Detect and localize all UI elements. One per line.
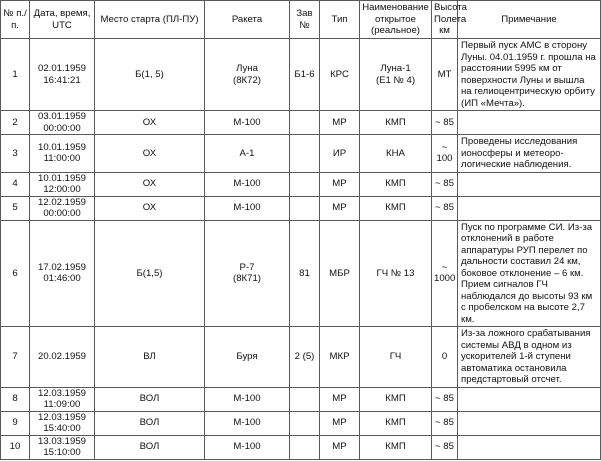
row-type: МР <box>332 202 347 214</box>
cell-site <box>95 220 205 327</box>
cell-note <box>458 39 601 111</box>
cell-rocket <box>205 435 290 459</box>
row-name: КМП <box>385 417 406 429</box>
cell-type <box>320 220 360 327</box>
cell-num <box>1 220 30 327</box>
row-num: 2 <box>12 116 18 128</box>
row-rocket-sub: (8К72) <box>233 74 261 86</box>
row-time: 11:00:00 <box>43 153 81 165</box>
cell-serial <box>290 135 320 173</box>
table-row <box>1 327 601 388</box>
cell-note <box>458 135 601 173</box>
cell-name <box>360 39 432 111</box>
row-height: ~ 85 <box>435 116 454 128</box>
cell-height <box>432 220 458 327</box>
header-height: Высота Полета км <box>432 1 458 39</box>
cell-type <box>320 196 360 220</box>
cell-num <box>1 387 30 411</box>
row-serial: 2 (5) <box>294 351 315 362</box>
cell-date <box>30 435 95 459</box>
header-rocket: Ракета <box>205 1 290 39</box>
header-note: Примечание <box>458 1 601 39</box>
cell-height <box>432 327 458 388</box>
cell-name <box>360 111 432 135</box>
table-row <box>1 220 601 327</box>
row-rocket: А-1 <box>239 147 255 159</box>
row-time: 15:10:00 <box>43 447 81 458</box>
cell-type <box>320 172 360 196</box>
row-site: ВОЛ <box>139 417 160 429</box>
row-time: 12:00:00 <box>43 184 81 195</box>
row-height: ~ 85 <box>435 178 454 190</box>
row-rocket: М-100 <box>233 441 261 453</box>
row-time: 00:00:00 <box>43 122 81 134</box>
row-height: МТ <box>437 68 452 80</box>
header-serial: Зав № <box>290 1 320 39</box>
row-rocket: М-100 <box>233 178 261 190</box>
cell-name <box>360 411 432 435</box>
cell-height <box>432 411 458 435</box>
cell-site <box>95 435 205 459</box>
cell-serial <box>290 220 320 327</box>
row-rocket: М-100 <box>233 417 261 429</box>
cell-site <box>95 387 205 411</box>
row-rocket: Р-7 <box>239 261 255 273</box>
row-num: 4 <box>12 178 18 190</box>
cell-date <box>30 135 95 173</box>
cell-rocket <box>205 196 290 220</box>
row-height: ~ 100 <box>436 141 453 165</box>
cell-name <box>360 196 432 220</box>
row-note: Из-за ложного срабатывания системы АВД в одном из ускорителей 1-й ступени автоматика остановила предстартовый отсчет. <box>461 328 591 385</box>
row-type: МР <box>332 417 347 429</box>
cell-name <box>360 327 432 388</box>
cell-date <box>30 39 95 111</box>
row-type: МР <box>332 178 347 190</box>
row-date: 17.02.1959 <box>37 261 86 273</box>
cell-serial <box>290 411 320 435</box>
cell-site <box>95 172 205 196</box>
row-type: МБР <box>329 267 350 279</box>
row-num: 3 <box>12 147 18 159</box>
cell-site <box>95 327 205 388</box>
row-height: 0 <box>441 351 448 362</box>
row-date: 10.01.1959 <box>37 172 86 184</box>
header-type: Тип <box>320 1 360 39</box>
cell-height <box>432 39 458 111</box>
row-site: ВОЛ <box>139 441 160 453</box>
row-num: 5 <box>12 202 18 214</box>
cell-height <box>432 387 458 411</box>
row-rocket: М-100 <box>233 202 261 214</box>
row-type: МР <box>332 441 347 453</box>
row-time: 00:00:00 <box>43 208 81 219</box>
cell-rocket <box>205 327 290 388</box>
row-num: 10 <box>9 441 21 453</box>
row-name: ГЧ № 13 <box>376 267 415 279</box>
cell-type <box>320 135 360 173</box>
table-row <box>1 387 601 411</box>
header-site: Место старта (ПЛ-ПУ) <box>95 1 205 39</box>
row-num: 7 <box>12 351 18 362</box>
cell-num <box>1 111 30 135</box>
cell-note <box>458 196 601 220</box>
row-height: ~ 85 <box>435 393 454 405</box>
cell-date <box>30 196 95 220</box>
header-date: Дата, время, UTC <box>30 1 95 39</box>
row-rocket: Луна <box>236 63 258 74</box>
cell-note <box>458 387 601 411</box>
cell-type <box>320 411 360 435</box>
cell-rocket <box>205 411 290 435</box>
cell-note <box>458 411 601 435</box>
row-type: КРС <box>330 68 349 80</box>
table-row <box>1 172 601 196</box>
cell-note <box>458 435 601 459</box>
cell-date <box>30 411 95 435</box>
row-name: КНА <box>386 147 405 159</box>
cell-serial <box>290 435 320 459</box>
row-note: Первый пуск АМС в сторону Луны. 04.01.1959 г. прошла на расстоянии 5995 км от поверхности Луны и вышла на гелиоцентрическую орбиту (ИП «Мечта»). <box>461 40 596 109</box>
row-name: КМП <box>385 441 406 453</box>
row-num: 1 <box>12 68 18 80</box>
cell-height <box>432 196 458 220</box>
row-date: 03.01.1959 <box>37 111 86 122</box>
cell-serial <box>290 111 320 135</box>
cell-site <box>95 111 205 135</box>
cell-type <box>320 435 360 459</box>
cell-num <box>1 196 30 220</box>
cell-serial <box>290 327 320 388</box>
table-row <box>1 39 601 111</box>
row-type: МР <box>332 393 347 405</box>
row-site: ВЛ <box>143 351 156 362</box>
cell-note <box>458 172 601 196</box>
row-name-sub: (Е1 № 4) <box>375 74 416 86</box>
row-rocket-sub: (8К71) <box>233 273 261 285</box>
header-num: № п./п. <box>1 1 30 39</box>
row-date: 12.03.1959 <box>37 411 86 423</box>
row-num: 9 <box>12 417 18 429</box>
row-date: 02.01.1959 <box>37 63 86 74</box>
row-site: Б(1, 5) <box>135 68 164 80</box>
cell-num <box>1 435 30 459</box>
cell-date <box>30 327 95 388</box>
cell-site <box>95 411 205 435</box>
row-time: 01:46:00 <box>43 273 81 285</box>
cell-num <box>1 411 30 435</box>
row-serial: Б1-6 <box>294 68 315 80</box>
row-date: 13.03.1959 <box>37 435 86 447</box>
table-row <box>1 111 601 135</box>
table-row <box>1 196 601 220</box>
row-note: Проведены исследования ионосферы и метеоро-логические наблюдения. <box>461 136 578 170</box>
cell-date <box>30 220 95 327</box>
row-rocket: М-100 <box>233 116 261 128</box>
table-row <box>1 411 601 435</box>
row-name: КМП <box>385 393 406 405</box>
cell-rocket <box>205 172 290 196</box>
cell-note <box>458 220 601 327</box>
row-site: ОХ <box>142 116 157 128</box>
cell-rocket <box>205 220 290 327</box>
cell-note <box>458 327 601 388</box>
cell-type <box>320 387 360 411</box>
cell-serial <box>290 387 320 411</box>
cell-name <box>360 387 432 411</box>
cell-name <box>360 135 432 173</box>
cell-date <box>30 172 95 196</box>
row-height: ~ 85 <box>435 202 454 214</box>
row-date: 12.02.1959 <box>37 196 86 208</box>
row-date: 12.03.1959 <box>37 387 86 399</box>
row-time: 11:09:00 <box>43 399 81 410</box>
cell-name <box>360 220 432 327</box>
table-row <box>1 135 601 173</box>
row-name: Луна-1 <box>380 63 411 74</box>
cell-serial <box>290 39 320 111</box>
header-row <box>1 1 601 39</box>
cell-num <box>1 172 30 196</box>
row-site: ВОЛ <box>139 393 160 405</box>
row-date: 20.02.1959 <box>37 351 86 362</box>
row-num: 6 <box>12 267 18 279</box>
cell-serial <box>290 196 320 220</box>
row-num: 8 <box>12 393 18 405</box>
table-row <box>1 435 601 459</box>
cell-height <box>432 172 458 196</box>
row-date: 10.01.1959 <box>37 141 86 153</box>
row-type: МКР <box>329 351 350 362</box>
row-site: ОХ <box>142 202 157 214</box>
row-height: ~ 85 <box>435 417 454 429</box>
row-rocket: Буря <box>236 351 258 362</box>
cell-height <box>432 435 458 459</box>
cell-height <box>432 111 458 135</box>
row-rocket: М-100 <box>233 393 261 405</box>
cell-type <box>320 39 360 111</box>
row-height: ~ 85 <box>435 441 454 453</box>
row-time: 16:41:21 <box>43 74 81 86</box>
cell-num <box>1 327 30 388</box>
row-serial: 81 <box>299 267 310 279</box>
row-time: 15:40:00 <box>43 423 81 434</box>
cell-type <box>320 327 360 388</box>
cell-date <box>30 387 95 411</box>
row-name: КМП <box>385 116 406 128</box>
row-type: МР <box>332 116 347 128</box>
row-height: ~ 1000 <box>434 261 456 285</box>
cell-rocket <box>205 135 290 173</box>
row-type: ИР <box>332 147 347 159</box>
row-name: КМП <box>385 202 406 214</box>
cell-type <box>320 111 360 135</box>
row-site: ОХ <box>142 147 157 159</box>
cell-site <box>95 135 205 173</box>
cell-num <box>1 39 30 111</box>
cell-rocket <box>205 387 290 411</box>
cell-site <box>95 39 205 111</box>
row-note: Пуск по программе СИ. Из-за отклонений в работе аппаратуры РУП перелет по дальности составил 24 км, боковое отклонение – 6 км. Прием сигналов ГЧ наблюдался до высоты 93 км с пробелском на высоте 2,7 км. <box>461 221 593 325</box>
cell-rocket <box>205 111 290 135</box>
row-site: Б(1,5) <box>136 267 163 279</box>
cell-date <box>30 111 95 135</box>
cell-site <box>95 196 205 220</box>
cell-serial <box>290 172 320 196</box>
cell-height <box>432 135 458 173</box>
header-name: Наименование открытое (реальное) <box>360 1 432 39</box>
cell-name <box>360 172 432 196</box>
cell-name <box>360 435 432 459</box>
cell-num <box>1 135 30 173</box>
cell-note <box>458 111 601 135</box>
row-site: ОХ <box>142 178 157 190</box>
row-name: ГЧ <box>389 351 402 362</box>
row-name: КМП <box>385 178 406 190</box>
cell-rocket <box>205 39 290 111</box>
